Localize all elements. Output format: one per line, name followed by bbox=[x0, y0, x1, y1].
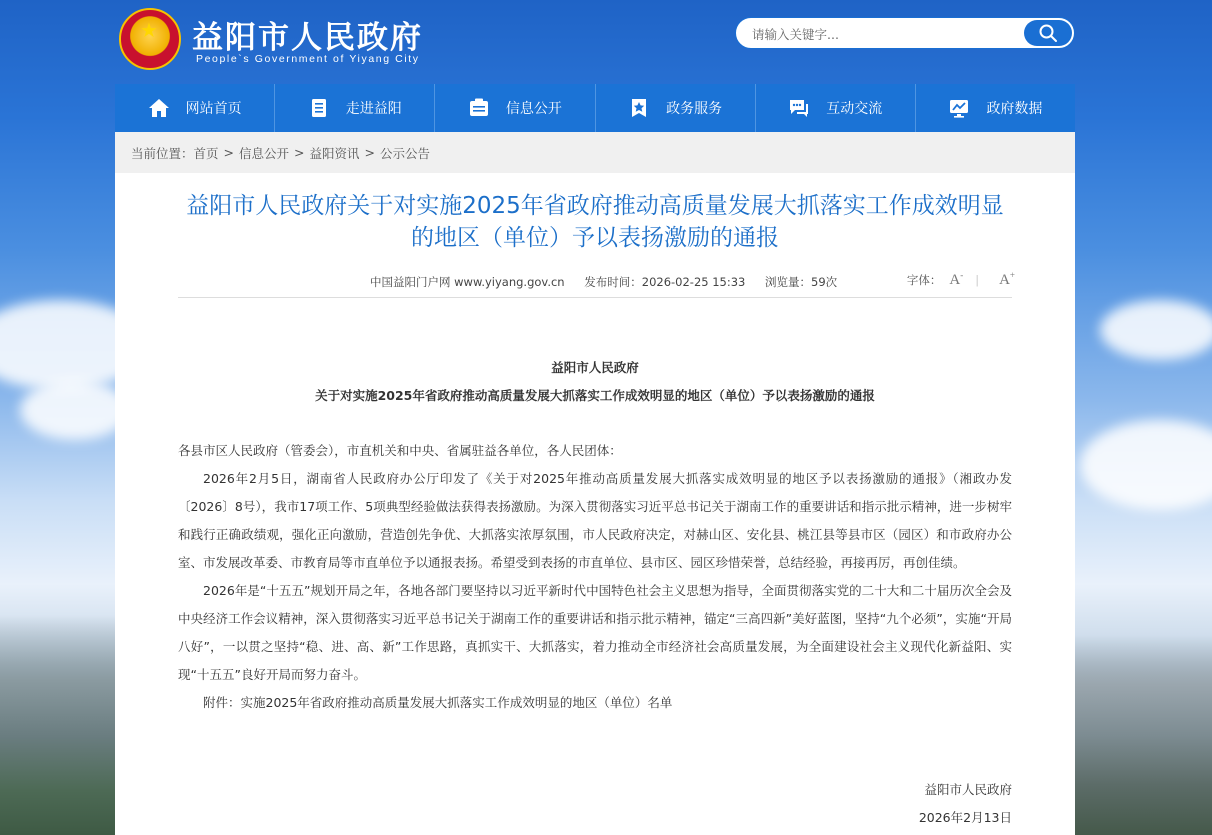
font-size-label: 字体： bbox=[906, 272, 942, 287]
site-subtitle: People`s Government of Yiyang City bbox=[196, 53, 420, 65]
national-emblem-logo: ★ bbox=[119, 8, 181, 70]
search-button[interactable] bbox=[1024, 20, 1072, 46]
home-icon bbox=[148, 97, 170, 119]
site-title: 益阳市人民政府 bbox=[192, 20, 423, 56]
breadcrumb-link-info[interactable]: 信息公开 bbox=[239, 145, 290, 161]
nav-item-home[interactable] bbox=[115, 84, 275, 132]
signature-organization: 益阳市人民政府 bbox=[924, 782, 1012, 797]
data-chart-icon bbox=[948, 97, 970, 119]
star-badge-icon bbox=[628, 97, 650, 119]
attachment-line: 附件：实施2025年省政府推动高质量发展大抓落实工作成效明显的地区（单位）名单 bbox=[203, 695, 673, 710]
article-meta bbox=[175, 270, 1015, 294]
background-city-right bbox=[1075, 635, 1212, 835]
article-views: 浏览量：59次 bbox=[765, 275, 838, 289]
article-body bbox=[178, 437, 1012, 717]
breadcrumb-link-home[interactable]: 首页 bbox=[193, 145, 219, 161]
breadcrumb-link-news[interactable]: 益阳资讯 bbox=[309, 145, 360, 161]
article-publish-time: 发布时间：2026-02-25 15:33 bbox=[584, 275, 746, 289]
search-box bbox=[735, 17, 1075, 49]
nav-item-about[interactable] bbox=[275, 84, 435, 132]
salutation: 各县市区人民政府（管委会），市直机关和中央、省属驻益各单位，各人民团体： bbox=[178, 443, 622, 458]
article-title: 益阳市人民政府关于对实施2025年省政府推动高质量发展大抓落实工作成效明显的地区（单位）予以表扬激励的通报 bbox=[186, 193, 1004, 251]
paragraph: 2026年是“十五五”规划开局之年，各地各部门要坚持以习近平新时代中国特色社会主义思想为指导，全面贯彻落实党的二十大和二十届历次全会及中央经济工作会议精神，深入贯彻落实习近平总书记关于湖南工作的重要讲话和指示批示精神，锚定“三高四新”美好蓝图，坚持“九个必须”，实施“开局八好”，一以贯之坚持“稳、进、高、新”工作思路，真抓实干、大抓落实，着力推动全市经济社会高质量发展，为全面建设社会主义现代化新益阳、实现“十五五”良好开局而努力奋斗。 bbox=[178, 583, 1012, 682]
breadcrumb-separator: > bbox=[223, 145, 235, 160]
nav-item-label: 信息公开 bbox=[505, 101, 562, 117]
signature-date: 2026年2月13日 bbox=[918, 810, 1012, 825]
nav-item-interaction[interactable] bbox=[756, 84, 916, 132]
breadcrumb bbox=[115, 132, 1075, 173]
nav-item-data[interactable] bbox=[916, 84, 1075, 132]
article-source: 中国益阳门户网 www.yiyang.gov.cn bbox=[370, 275, 565, 289]
document-icon bbox=[308, 97, 330, 119]
nav-item-info[interactable] bbox=[435, 84, 595, 132]
nav-item-label: 政府数据 bbox=[986, 101, 1043, 117]
info-card-icon bbox=[468, 97, 490, 119]
document-title: 关于对实施2025年省政府推动高质量发展大抓落实工作成效明显的地区（单位）予以表扬激励的通报 bbox=[315, 388, 875, 403]
main-content bbox=[115, 132, 1075, 835]
paragraph: 2026年2月5日，湖南省人民政府办公厅印发了《关于对2025年推动高质量发展大抓落实成效明显的地区予以表扬激励的通报》（湘政办发〔2026〕8号），我市17项工作、5项典型经验做法获得表扬激励。为深入贯彻落实习近平总书记关于湖南工作的重要讲话和指示批示精神，进一步树牢和践行正确政绩观，强化正向激励，营造创先争优、大抓落实浓厚氛围，市人民政府决定，对赫山区、安化县、桃江县等县市区（园区）和市政府办公室、市发展改革委、市教育局等市直单位予以通报表扬。希望受到表扬的市直单位、县市区、园区珍惜荣誉，总结经验，再接再厉，再创佳绩。 bbox=[178, 471, 1012, 570]
nav-item-label: 政务服务 bbox=[666, 101, 723, 117]
meta-divider bbox=[178, 297, 1012, 298]
font-decrease-button[interactable]: A- bbox=[949, 270, 964, 288]
font-increase-button[interactable]: A+ bbox=[999, 270, 1015, 288]
site-header bbox=[0, 0, 1212, 84]
nav-item-label: 互动交流 bbox=[826, 101, 883, 117]
breadcrumb-prefix: 当前位置： bbox=[131, 145, 194, 161]
nav-item-label: 走进益阳 bbox=[345, 101, 402, 117]
nav-item-label: 网站首页 bbox=[185, 101, 242, 117]
background-cloud bbox=[20, 380, 130, 440]
chat-icon bbox=[788, 97, 810, 119]
breadcrumb-link-notices[interactable]: 公示公告 bbox=[380, 145, 431, 161]
nav-item-services[interactable] bbox=[596, 84, 756, 132]
main-nav bbox=[115, 84, 1075, 132]
background-cloud bbox=[1100, 300, 1212, 360]
document-issuer: 益阳市人民政府 bbox=[551, 360, 639, 375]
font-size-divider: | bbox=[975, 272, 980, 287]
search-icon bbox=[1038, 23, 1058, 43]
breadcrumb-separator: > bbox=[364, 145, 376, 160]
background-city-left bbox=[0, 615, 115, 835]
search-input[interactable] bbox=[752, 24, 1012, 44]
breadcrumb-separator: > bbox=[294, 145, 305, 160]
background-cloud bbox=[1080, 420, 1212, 510]
font-size-controls bbox=[907, 270, 1015, 289]
